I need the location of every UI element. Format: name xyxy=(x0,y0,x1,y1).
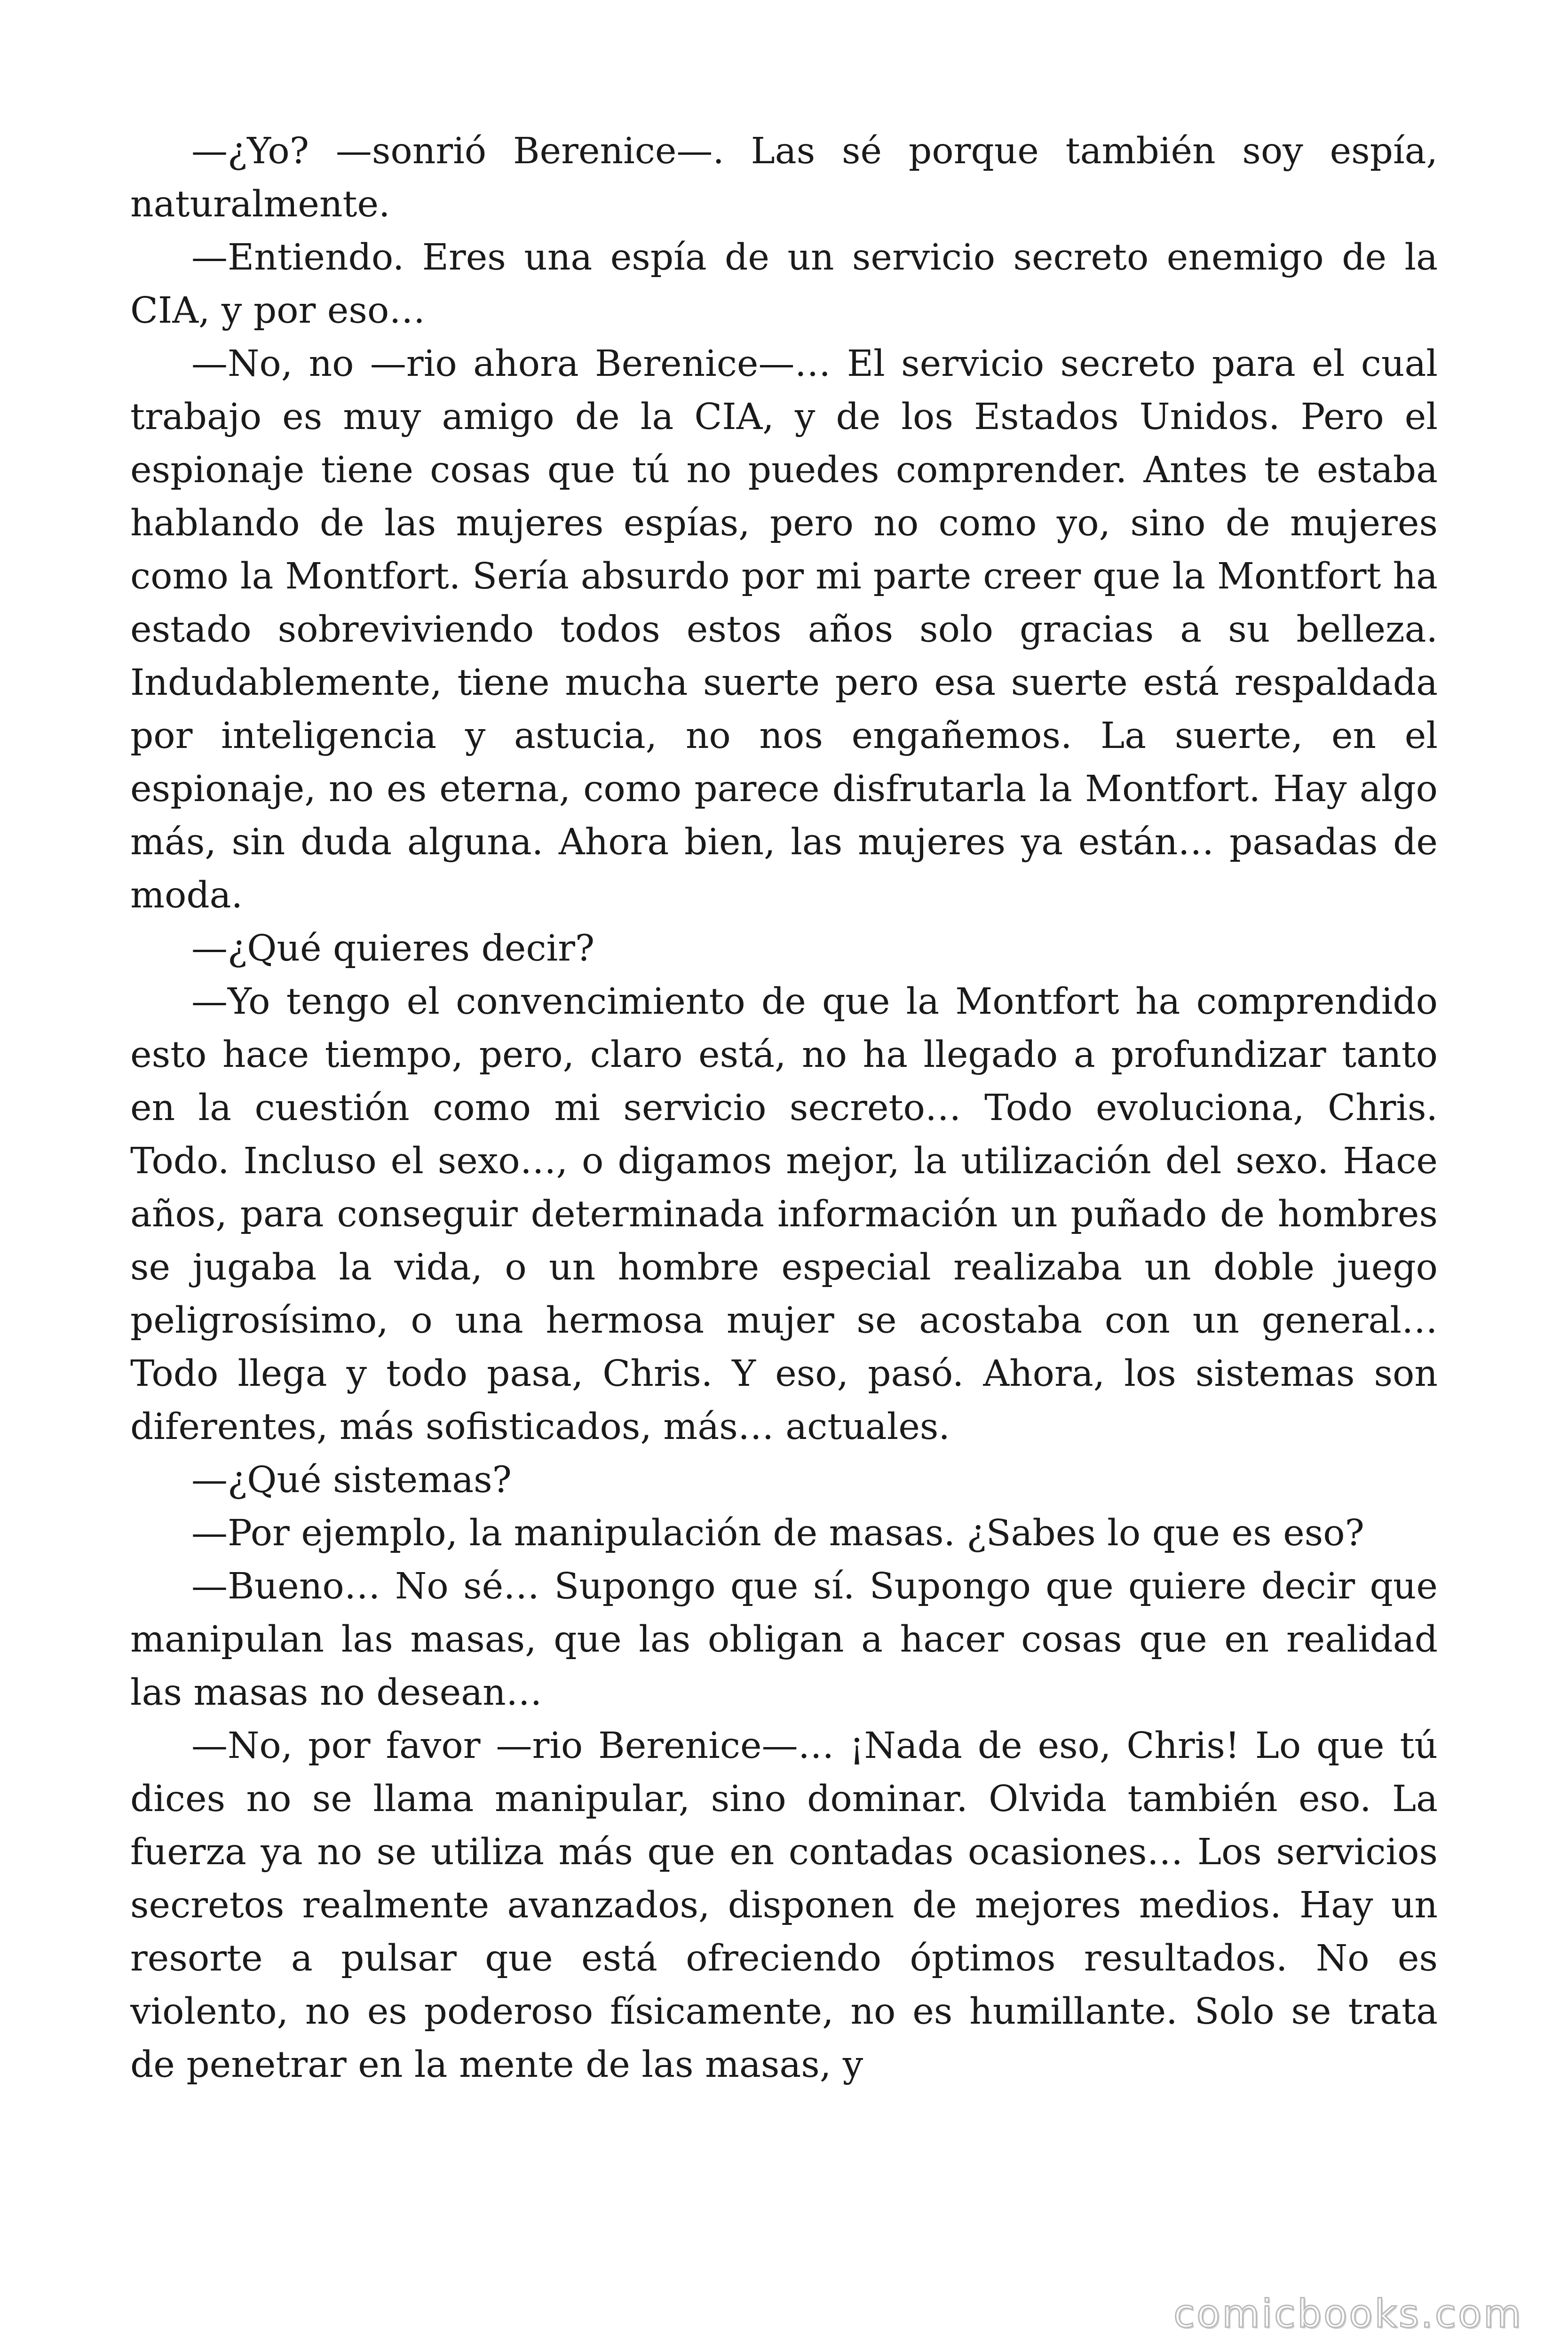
paragraph: —Bueno… No sé… Supongo que sí. Supongo que quiere decir que manipulan las masas, que las obligan a hacer cosas que en realidad las masas no desean… xyxy=(130,1565,1438,1714)
paragraph: —¿Yo? —sonrió Berenice—. Las sé porque también soy espía, naturalmente. xyxy=(130,130,1438,225)
paragraph: —No, por favor —rio Berenice—… ¡Nada de eso, Chris! Lo que tú dices no se llama manipular, sino dominar. Olvida también eso. La fuerza ya no se utiliza más que en contadas ocasiones… Los servicios secretos realmente avanzados, disponen de mejores medios. Hay un resorte a pulsar que está ofreciendo óptimos resultados. No es violento, no es poderoso físicamente, no es humillante. Solo se trata de penetrar en la mente de las masas, y xyxy=(130,1725,1438,2086)
body-text xyxy=(130,125,1438,2091)
paragraph: —¿Qué quieres decir? xyxy=(191,928,595,969)
paragraph: —Por ejemplo, la manipulación de masas. ¿Sabes lo que es eso? xyxy=(191,1512,1364,1554)
paragraph: —Yo tengo el convencimiento de que la Montfort ha comprendido esto hace tiempo, pero, claro está, no ha llegado a profundizar tanto en la cuestión como mi servicio secreto… Todo evoluciona, Chris. Todo. Incluso el sexo…, o digamos mejor, la utilización del sexo. Hace años, para conseguir determinada información un puñado de hombres se jugaba la vida, o un hombre especial realizaba un doble juego peligrosísimo, o una hermosa mujer se acostaba con un general… Todo llega y todo pasa, Chris. Y eso, pasó. Ahora, los sistemas son diferentes, más sofisticados, más… actuales. xyxy=(130,981,1438,1448)
paragraph: —¿Qué sistemas? xyxy=(191,1459,512,1501)
paragraph: —Entiendo. Eres una espía de un servicio secreto enemigo de la CIA, y por eso… xyxy=(130,237,1438,332)
paragraph: —No, no —rio ahora Berenice—… El servicio secreto para el cual trabajo es muy amigo de la CIA, y de los Estados Unidos. Pero el espionaje tiene cosas que tú no puedes comprender. Antes te estaba hablando de las mujeres espías, pero no como yo, sino de mujeres como la Montfort. Sería absurdo por mi parte creer que la Montfort ha estado sobreviviendo todos estos años solo gracias a su belleza. Indudablemente, tiene mucha suerte pero esa suerte está respaldada por inteligencia y astucia, no nos engañemos. La suerte, en el espionaje, no es eterna, como parece disfrutarla la Montfort. Hay algo más, sin duda alguna. Ahora bien, las mujeres ya están… pasadas de moda. xyxy=(130,343,1438,916)
watermark: comicbooks.com xyxy=(1173,2292,1523,2336)
